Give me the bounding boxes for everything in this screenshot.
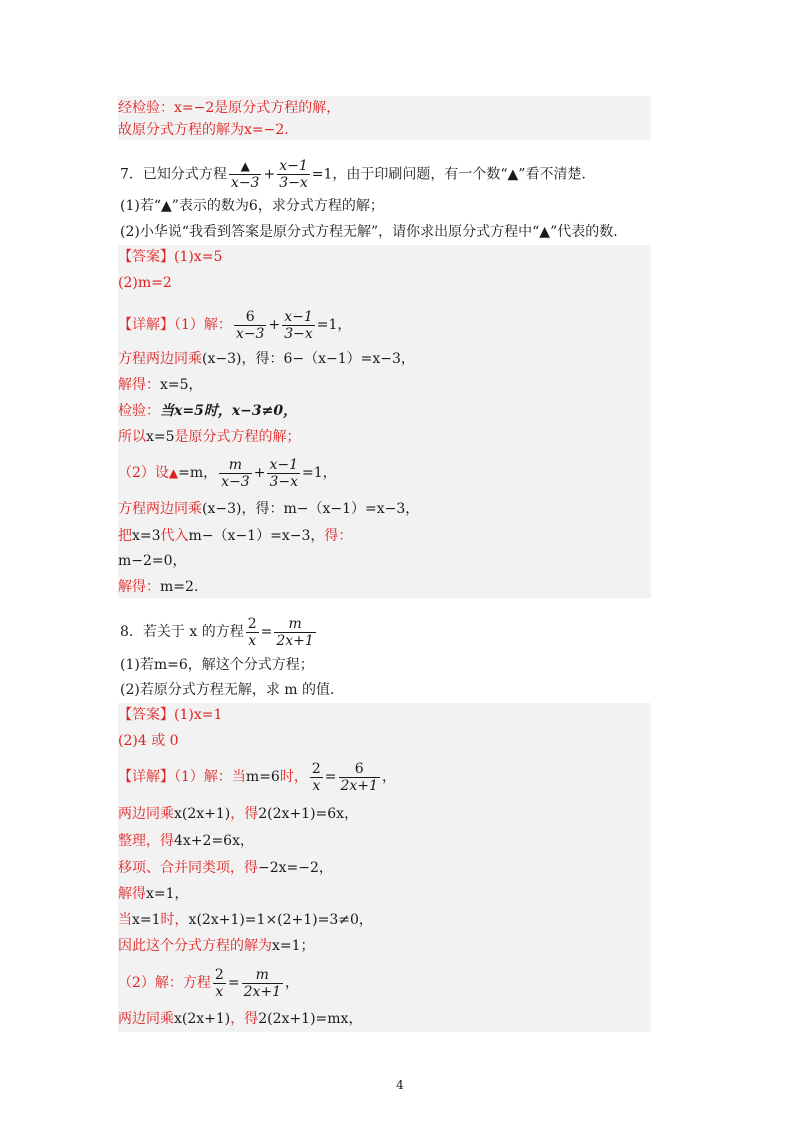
- fraction: [234, 309, 267, 342]
- detail-text: ，得: [230, 1011, 259, 1027]
- detail-line: [118, 427, 301, 447]
- answer-line: [118, 705, 222, 725]
- fraction: [219, 457, 252, 490]
- detail-line: [118, 831, 254, 851]
- detail-line: [118, 577, 198, 597]
- detail-line: [118, 349, 415, 369]
- detail-text: （1）解：当: [174, 769, 246, 785]
- detail-text: ，得: [230, 806, 259, 822]
- fraction-numerator: m: [274, 616, 315, 633]
- fraction-denominator: 2x+1: [276, 632, 314, 649]
- math-text: x=3: [132, 528, 161, 544]
- math-text: 2(2x+1)=6x，: [258, 806, 359, 822]
- detail-text: 方程两边同乘: [118, 501, 202, 517]
- fraction-denominator: 3−x: [284, 325, 313, 342]
- math-text: (x−3)，得：m−（x−1）=x−3，: [202, 501, 420, 517]
- math-text: 当x=5时，x−3≠0，: [160, 403, 298, 419]
- math-text: 4x+2=6x，: [174, 833, 254, 849]
- detail-text: 解得：: [118, 579, 160, 595]
- detail-text: 是原分式方程的解；: [174, 429, 301, 445]
- question-7-part-2: (2)小华说“我看到答案是原分式方程无解”，请你求出原分式方程中“▲”代表的数．: [120, 224, 628, 240]
- detail-line: [118, 1009, 362, 1029]
- answer-value: (1)x=5: [174, 249, 223, 265]
- math-text: ，: [381, 769, 396, 785]
- question-8-stem: [120, 614, 318, 650]
- fraction: [277, 158, 310, 191]
- detail-text: 代入: [160, 528, 189, 544]
- question-7-stem: [120, 158, 595, 191]
- math-text: x=1；: [272, 938, 315, 954]
- detail-line: [118, 526, 352, 546]
- answer-tag: 【答案】: [118, 249, 174, 265]
- fraction-denominator: x−3: [235, 325, 265, 342]
- fraction: [246, 616, 259, 649]
- detail-line: [118, 884, 189, 904]
- fraction-denominator: x−3: [230, 175, 260, 191]
- detail-line: [118, 910, 373, 930]
- detail-line: [118, 965, 299, 1001]
- answer-7-block: [118, 245, 651, 598]
- detail-text: 方程两边同乘: [118, 351, 202, 367]
- detail-line: m−2=0，: [118, 553, 187, 569]
- fraction-numerator: 2: [311, 760, 321, 777]
- detail-line: [118, 375, 203, 395]
- fraction: [310, 761, 323, 794]
- math-text: x=5，: [160, 377, 203, 393]
- fraction: [339, 761, 380, 794]
- page-number: 4: [396, 1078, 404, 1092]
- fraction-denominator: x: [248, 632, 257, 649]
- equals-sign: =: [260, 624, 273, 640]
- detail-text: （1）解：: [174, 317, 232, 333]
- math-text: ，: [285, 975, 300, 991]
- fraction-numerator: ▲: [229, 158, 262, 175]
- solution-block-prev: [118, 96, 651, 140]
- math-text: m−（x−1）=x−3，: [188, 528, 325, 544]
- detail-text: 两边同乘: [118, 806, 174, 822]
- answer-line: (2)4 或 0: [118, 733, 179, 749]
- answer-line: (2)m=2: [118, 275, 172, 291]
- fraction-denominator: 2x+1: [340, 777, 378, 794]
- answer-value: (1)x=1: [174, 707, 223, 723]
- math-text: 2(2x+1)=mx，: [258, 1011, 363, 1027]
- equals-sign: =: [324, 769, 337, 785]
- math-text: x=1，: [146, 886, 189, 902]
- math-text: x(2x+1): [174, 806, 231, 822]
- detail-text: 因此这个分式方程的解为: [118, 938, 272, 954]
- question-8-part-1: (1)若m=6，解这个分式方程；: [120, 657, 314, 673]
- math-text: x(2x+1)=1×(2+1)=3≠0，: [188, 912, 373, 928]
- answer-tag: 【答案】: [118, 707, 174, 723]
- fraction: [242, 967, 283, 1000]
- math-text: x=1: [132, 912, 161, 928]
- detail-text: （2）设: [118, 465, 169, 481]
- fraction-denominator: 2x+1: [243, 983, 282, 1000]
- answer-8-block: [118, 703, 651, 1032]
- math-text: −2x=−2，: [258, 860, 333, 876]
- detail-text: 得：: [324, 528, 353, 544]
- detail-text: 解得：: [118, 377, 160, 393]
- fraction-denominator: x: [215, 983, 224, 1000]
- plus-sign: +: [268, 317, 281, 333]
- fraction-numerator: 2: [214, 966, 224, 983]
- detail-line: [118, 307, 351, 343]
- math-text: (x−3)，得：6−（x−1）=x−3，: [202, 351, 415, 367]
- fraction-numerator: x−1: [269, 456, 298, 473]
- detail-text: 两边同乘: [118, 1011, 174, 1027]
- detail-text: 所以: [118, 429, 146, 445]
- fraction-denominator: 3−x: [279, 175, 308, 191]
- question-text: 7．已知分式方程: [120, 166, 227, 183]
- plus-sign: +: [263, 166, 276, 183]
- fraction: [282, 309, 315, 342]
- answer-line: [118, 247, 222, 267]
- fraction-numerator: 2: [247, 615, 257, 632]
- detail-text: 时，: [160, 912, 189, 928]
- fraction-numerator: x−1: [284, 308, 313, 325]
- fraction: [274, 616, 315, 649]
- detail-line: [118, 936, 315, 956]
- math-text: m=6: [245, 769, 280, 785]
- math-text: x(2x+1): [174, 1011, 231, 1027]
- fraction-numerator: m: [219, 457, 252, 474]
- math-text: =1，: [302, 465, 337, 481]
- question-8-part-2: (2)若原分式方程无解，求 m 的值．: [120, 682, 345, 698]
- question-text: 8．若关于 x 的方程: [120, 624, 244, 640]
- fraction: [267, 457, 300, 490]
- detail-line: [118, 455, 337, 491]
- fraction-denominator: x−3: [221, 473, 250, 490]
- detail-line: [118, 804, 358, 824]
- fraction-numerator: x−1: [279, 158, 308, 174]
- detail-text: =1，: [316, 317, 352, 333]
- math-text: x=5: [146, 429, 175, 445]
- detail-text: （2）解：方程: [118, 975, 211, 991]
- detail-text: 检验：: [118, 403, 160, 419]
- triangle-icon: ▲: [168, 466, 179, 480]
- fraction-denominator: 3−x: [269, 473, 298, 490]
- fraction: [213, 967, 226, 1000]
- detail-line: [118, 499, 419, 519]
- fraction-numerator: m: [242, 967, 283, 984]
- detail-line: [118, 401, 297, 421]
- detail-text: 解得: [118, 886, 146, 902]
- detail-tag: 【详解】: [118, 769, 174, 785]
- detail-text: 当: [118, 912, 132, 928]
- math-text: =m，: [178, 465, 218, 481]
- solution-line: 故原分式方程的解为x=−2.: [118, 122, 289, 138]
- detail-text: 移项、合并同类项，得: [118, 860, 258, 876]
- question-7-part-1: (1)若“▲”表示的数为6，求分式方程的解；: [120, 198, 384, 214]
- fraction-numerator: 6: [339, 761, 380, 778]
- detail-line: [118, 759, 396, 795]
- detail-line: [118, 858, 333, 878]
- equals-sign: =: [227, 975, 240, 991]
- detail-text: 把: [118, 528, 132, 544]
- math-text: m=2.: [160, 579, 199, 595]
- detail-text: 时，: [279, 769, 308, 785]
- fraction-numerator: 6: [234, 309, 267, 326]
- detail-text: 整理，得: [118, 833, 174, 849]
- plus-sign: +: [253, 465, 266, 481]
- fraction: [229, 158, 262, 191]
- solution-line: 经检验：x=−2是原分式方程的解，: [118, 100, 341, 116]
- question-text: =1，由于印刷问题，有一个数“▲”看不清楚．: [311, 166, 596, 183]
- fraction-denominator: x: [312, 777, 321, 794]
- detail-tag: 【详解】: [118, 317, 174, 333]
